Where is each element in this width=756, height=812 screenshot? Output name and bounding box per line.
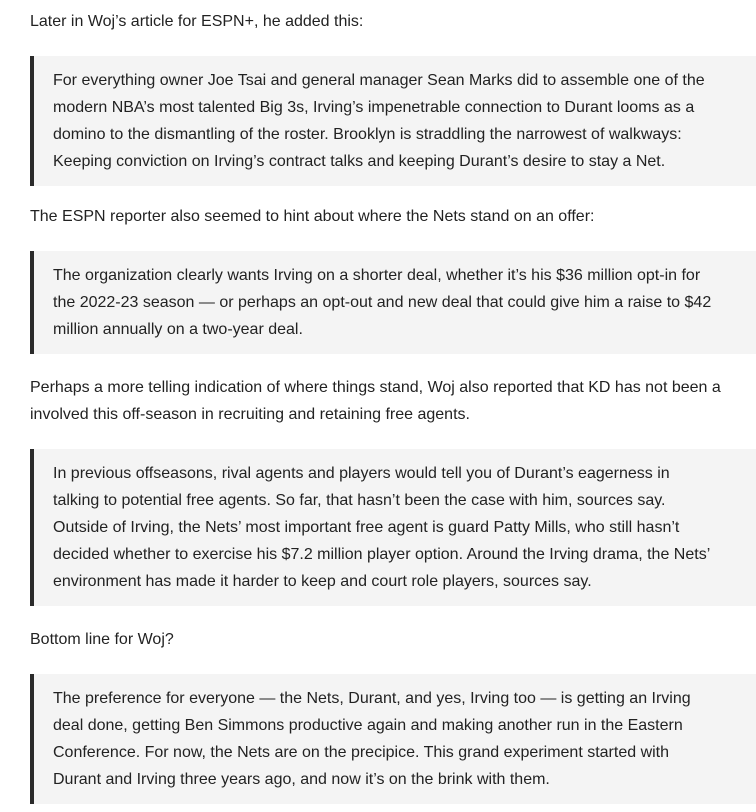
quote-text [53,685,756,793]
offer-paragraph [30,203,756,230]
text-line: modern NBA’s most talented Big 3s, Irving’s impenetrable connection to Durant looms as a [53,99,695,116]
text-line: Outside of Irving, the Nets’ most important free agent is guard Patty Mills, who still hasn’t [53,519,680,536]
text-line: domino to the dismantling of the roster. Brooklyn is straddling the narrowest of walkways: [53,126,682,143]
text-line: involved this off-season in recruiting and retaining free agents. [30,406,470,423]
blockquote-conclusion [30,674,756,804]
text-line: For everything owner Joe Tsai and general manager Sean Marks did to assemble one of the [53,72,705,89]
text-line: deal done, getting Ben Simmons productive again and making another run in the Eastern [53,717,683,734]
blockquote-roster [30,56,756,186]
text-line: In previous offseasons, rival agents and players would tell you of Durant’s eagerness in [53,465,670,482]
text-line: the 2022-23 season — or perhaps an opt-out and new deal that could give him a raise to $42 [53,294,712,311]
text-line: environment has made it harder to keep and court role players, sources say. [53,573,592,590]
text-line: decided whether to exercise his $7.2 million player option. Around the Irving drama, the Nets’ [53,546,711,563]
text-line: The ESPN reporter also seemed to hint about where the Nets stand on an offer: [30,208,595,225]
text-line: Bottom line for Woj? [30,631,174,648]
kd-paragraph [30,374,756,428]
article-body [30,0,756,804]
intro-paragraph [30,8,756,35]
blockquote-offer [30,251,756,354]
text-line: The preference for everyone — the Nets, Durant, and yes, Irving too — is getting an Irving [53,690,691,707]
text-line: Later in Woj’s article for ESPN+, he added this: [30,13,364,30]
text-line: talking to potential free agents. So far, that hasn’t been the case with him, sources say. [53,492,666,509]
text-line: Durant and Irving three years ago, and now it’s on the brink with them. [53,771,550,788]
text-line: Perhaps a more telling indication of where things stand, Woj also reported that KD has not been a [30,379,721,396]
text-line: Conference. For now, the Nets are on the precipice. This grand experiment started with [53,744,670,761]
bottom-line-paragraph [30,626,756,653]
quote-text [53,67,756,175]
text-line: Keeping conviction on Irving’s contract talks and keeping Durant’s desire to stay a Net. [53,153,666,170]
quote-text [53,460,756,595]
text-line: The organization clearly wants Irving on a shorter deal, whether it’s his $36 million opt-in for [53,267,701,284]
text-line: million annually on a two-year deal. [53,321,303,338]
blockquote-free-agents [30,449,756,606]
quote-text [53,262,756,343]
